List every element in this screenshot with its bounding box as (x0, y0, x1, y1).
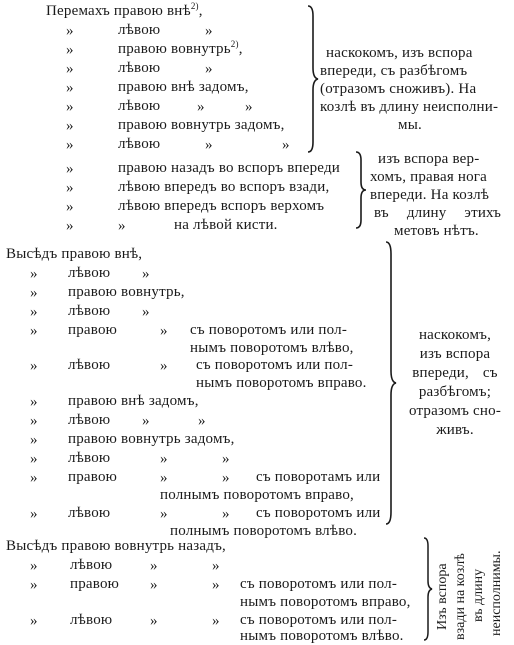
text-line: лѣвою (70, 557, 113, 573)
ditto-mark: » (66, 180, 74, 196)
text-line: съ поворотомъ или пол- (240, 576, 398, 592)
text-line: лѣвою (118, 22, 161, 38)
curly-brace (306, 4, 320, 154)
text-line: лѣвою (118, 60, 161, 76)
text-line: съ поворотомъ или (256, 505, 381, 521)
ditto-mark: » (66, 199, 74, 215)
ditto-mark: » (222, 470, 230, 486)
ditto-mark: » (205, 61, 213, 77)
ditto-mark: » (30, 451, 38, 467)
text-line: съ поворотомъ или пол- (240, 612, 398, 628)
ditto-mark: » (30, 558, 38, 574)
curly-brace (384, 240, 398, 526)
text-line: Перемахъ правою внѣ$^{2)}$, (46, 1, 203, 19)
text-line: полнымъ поворотомъ влѣво. (170, 523, 358, 539)
ditto-mark: » (30, 266, 38, 282)
text-line: на лѣвой кисти. (174, 217, 278, 233)
ditto-mark: » (30, 304, 38, 320)
text-line: лѣвою (68, 265, 111, 281)
ditto-mark: » (160, 506, 168, 522)
text-line: правою вовнутрь, (68, 284, 185, 300)
text-line: правою (68, 322, 118, 338)
ditto-mark: » (30, 394, 38, 410)
text-line: лѣвою (70, 612, 113, 628)
ditto-mark: » (282, 137, 290, 153)
ditto-mark: » (66, 218, 74, 234)
text-line: лѣвою (68, 505, 111, 521)
ditto-mark: » (66, 80, 74, 96)
ditto-mark: » (142, 266, 150, 282)
ditto-mark: » (205, 137, 213, 153)
ditto-mark: » (160, 358, 168, 374)
text-line: правою вовнутрь задомъ, (68, 431, 235, 447)
text-line: правою (68, 469, 118, 485)
text-line: правою назадъ во вспоръ впереди (118, 160, 341, 176)
ditto-mark: » (66, 99, 74, 115)
text-line: правою внѣ задомъ, (68, 393, 199, 409)
ditto-mark: » (212, 558, 220, 574)
ditto-mark: » (30, 323, 38, 339)
ditto-mark: » (30, 577, 38, 593)
ditto-mark: » (66, 42, 74, 58)
ditto-mark: » (212, 577, 220, 593)
ditto-mark: » (160, 451, 168, 467)
curly-brace (354, 150, 368, 230)
text-line: лѣвою впередъ во вспоръ взади, (118, 179, 330, 195)
text-line: лѣвою (118, 136, 161, 152)
ditto-mark: » (205, 23, 213, 39)
ditto-mark: » (160, 323, 168, 339)
ditto-mark: » (142, 304, 150, 320)
ditto-mark: » (66, 61, 74, 77)
ditto-mark: » (30, 506, 38, 522)
ditto-mark: » (150, 577, 158, 593)
text-line: лѣвою (68, 412, 111, 428)
ditto-mark: » (142, 413, 150, 429)
ditto-mark: » (150, 558, 158, 574)
text-line: съ поворотамъ или (256, 469, 381, 485)
footnote-mark: 2) (190, 1, 199, 11)
ditto-mark: » (30, 432, 38, 448)
text-line: Высѣдъ правою внѣ, (6, 246, 143, 262)
ditto-mark: » (66, 161, 74, 177)
text-line: съ поворотомъ или пол- (196, 357, 354, 373)
ditto-mark: » (160, 470, 168, 486)
text-line: правою (70, 576, 120, 592)
text-line: нымъ поворотомъ влѣво. (240, 628, 404, 644)
text-line: правою вовнутрь задомъ, (118, 117, 285, 133)
ditto-mark: » (30, 358, 38, 374)
text-line: лѣвою (68, 450, 111, 466)
text-line: Высѣдъ правою вовнутрь назадъ, (6, 538, 226, 554)
ditto-mark: » (30, 613, 38, 629)
ditto-mark: » (30, 470, 38, 486)
ditto-mark: » (212, 613, 220, 629)
curly-brace (422, 536, 434, 642)
footnote-mark: 2) (230, 39, 239, 49)
text-line: съ поворотомъ или пол- (190, 322, 348, 338)
text-line (66, 216, 74, 234)
ditto-mark: » (66, 118, 74, 134)
ditto-mark: » (150, 613, 158, 629)
text-line: нымъ поворотомъ вправо. (196, 375, 367, 391)
text-line: полнымъ поворотомъ вправо, (160, 487, 354, 503)
text-line: нымъ поворотомъ влѣво, (190, 340, 354, 356)
ditto-mark: » (30, 285, 38, 301)
text-line: нымъ поворотомъ вправо, (240, 594, 411, 610)
text-line: правою вовнутрь$^{2)}$, (118, 39, 243, 57)
ditto-mark: » (222, 506, 230, 522)
ditto-mark: » (198, 413, 206, 429)
ditto-mark: » (66, 137, 74, 153)
text-line: лѣвою (68, 303, 111, 319)
ditto-mark: » (30, 413, 38, 429)
ditto-mark: » (245, 99, 253, 115)
ditto-mark: » (197, 99, 205, 115)
ditto-mark: » (222, 451, 230, 467)
ditto-mark: » (66, 23, 74, 39)
text-line: лѣвою (68, 357, 111, 373)
text-line: лѣвою (118, 98, 161, 114)
text-line: правою внѣ задомъ, (118, 79, 249, 95)
ditto-mark: » (118, 218, 126, 234)
text-line: лѣвою впередъ вспоръ верхомъ (118, 198, 325, 214)
